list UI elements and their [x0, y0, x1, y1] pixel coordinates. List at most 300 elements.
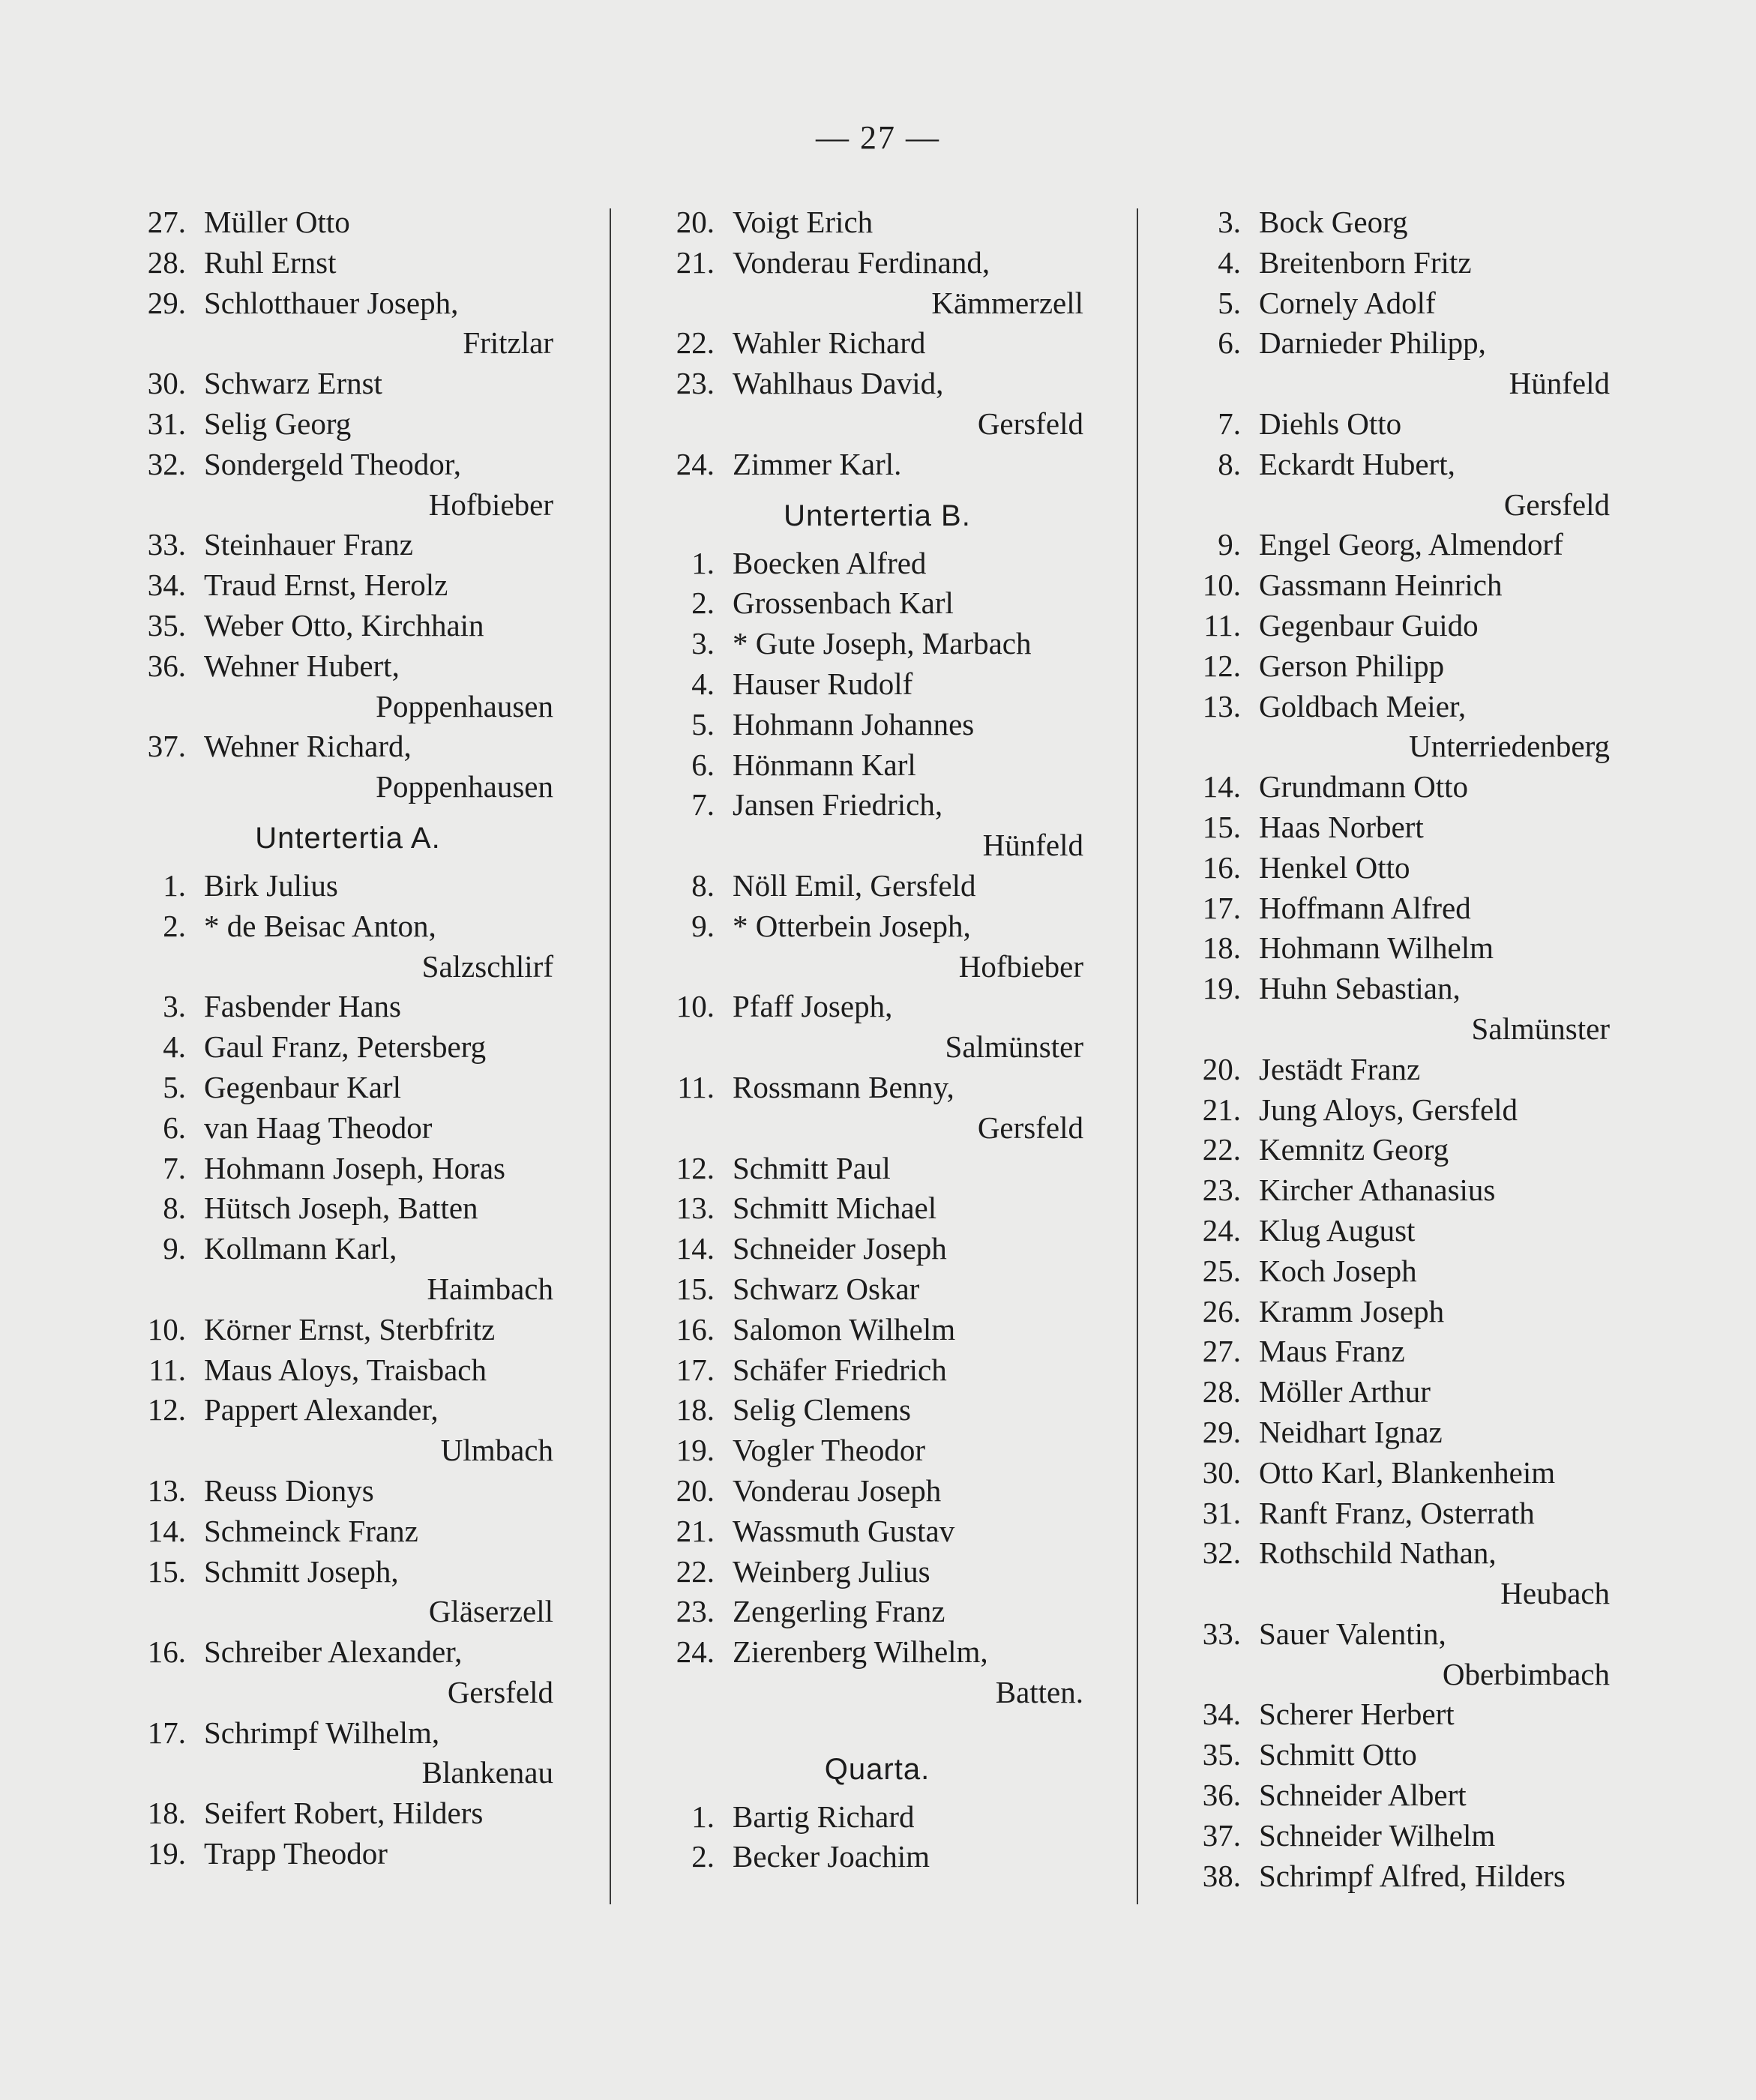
entry-number: 4. — [1218, 244, 1241, 280]
entry-name: Steinhauer Franz — [204, 527, 413, 562]
column-divider — [610, 208, 611, 1904]
entry-name: Scherer Herbert — [1259, 1697, 1455, 1732]
student-entry — [142, 1793, 553, 1834]
entry-number: 9. — [163, 1231, 186, 1266]
student-entry — [671, 364, 1083, 404]
column-1 — [142, 202, 553, 1874]
entry-name: Schneider Albert — [1259, 1778, 1467, 1813]
student-entry — [142, 906, 553, 947]
entry-number: 38. — [1202, 1858, 1241, 1893]
student-entry — [671, 705, 1083, 745]
student-entry — [1197, 1614, 1610, 1655]
entry-number: 30. — [1202, 1454, 1241, 1490]
entry-place-continuation: Gersfeld — [977, 406, 1083, 441]
entry-name: Zimmer Karl. — [733, 446, 902, 481]
entry-number: 20. — [676, 205, 715, 239]
entry-name: Wassmuth Gustav — [733, 1513, 955, 1548]
student-entry — [671, 1269, 1083, 1310]
section-heading: Untertertia A. — [255, 821, 441, 855]
entry-number: 17. — [676, 1352, 715, 1387]
student-entry — [1197, 1453, 1610, 1493]
entry-number: 30. — [147, 366, 186, 401]
entry-place-continuation: Hünfeld — [1509, 366, 1610, 401]
entry-number: 35. — [1202, 1737, 1241, 1772]
entry-number: 37. — [1202, 1817, 1241, 1853]
student-entry — [1197, 1292, 1610, 1332]
student-entry — [1197, 807, 1610, 848]
student-entry — [142, 1511, 553, 1552]
entry-number: 21. — [676, 1513, 715, 1548]
entry-name: * Otterbein Joseph, — [733, 908, 971, 943]
student-entry — [671, 1471, 1083, 1511]
entry-number: 10. — [1202, 568, 1241, 603]
entry-place-continuation: Batten. — [995, 1674, 1083, 1709]
entry-number: 27. — [147, 205, 186, 239]
entry-name: Gaul Franz, Petersberg — [204, 1029, 487, 1065]
entry-number: 3. — [163, 989, 186, 1024]
student-entry — [671, 1390, 1083, 1430]
entry-name: Selig Clemens — [733, 1392, 912, 1427]
student-entry — [142, 1027, 553, 1068]
entry-number: 16. — [147, 1634, 186, 1670]
entry-name: Wehner Hubert, — [204, 648, 400, 683]
student-entry — [671, 1350, 1083, 1391]
student-entry — [671, 1310, 1083, 1350]
entry-name: Kemnitz Georg — [1259, 1132, 1449, 1167]
entry-place-continuation: Heubach — [1500, 1576, 1610, 1611]
student-entry — [142, 1713, 553, 1754]
entry-number: 20. — [676, 1472, 715, 1508]
entry-name: Kollmann Karl, — [204, 1231, 397, 1266]
student-entry — [142, 243, 553, 283]
student-entry — [142, 1149, 553, 1189]
entry-number: 25. — [1202, 1253, 1241, 1288]
entry-number: 31. — [147, 406, 186, 441]
entry-name: Voigt Erich — [733, 205, 874, 239]
entry-number: 36. — [1202, 1778, 1241, 1813]
entry-number: 15. — [676, 1271, 715, 1306]
entry-name: * Gute Joseph, Marbach — [733, 626, 1032, 661]
entry-name: Hoffmann Alfred — [1259, 890, 1471, 925]
entry-name: Gegenbaur Karl — [204, 1069, 401, 1104]
entry-name: Diehls Otto — [1259, 406, 1402, 441]
column-divider — [1137, 208, 1138, 1904]
student-entry — [142, 1350, 553, 1391]
entry-number: 15. — [147, 1553, 186, 1589]
student-entry — [142, 1471, 553, 1511]
student-entry — [671, 544, 1083, 584]
student-entry — [142, 445, 553, 485]
entry-number: 8. — [163, 1191, 186, 1226]
entry-name: Schmitt Joseph, — [204, 1553, 399, 1589]
entry-name: Gegenbaur Guido — [1259, 607, 1479, 643]
entry-name: Jung Aloys, Gersfeld — [1259, 1092, 1518, 1127]
student-entry — [671, 1632, 1083, 1673]
entry-name: Bock Georg — [1259, 205, 1408, 239]
entry-number: 14. — [147, 1513, 186, 1548]
entry-name: Hohmann Johannes — [733, 706, 975, 741]
entry-name: Salomon Wilhelm — [733, 1311, 956, 1347]
entry-name: Birk Julius — [204, 867, 338, 903]
entry-name: Vogler Theodor — [733, 1433, 925, 1468]
student-entry — [142, 726, 553, 767]
entry-name: Körner Ernst, Sterbfritz — [204, 1311, 496, 1347]
entry-place-continuation: Unterriedenberg — [1409, 729, 1610, 764]
entry-name: Schlotthauer Joseph, — [204, 285, 459, 320]
student-entry — [1197, 1332, 1610, 1372]
entry-number: 1. — [163, 867, 186, 903]
entry-number: 6. — [691, 747, 715, 782]
student-entry — [142, 1552, 553, 1592]
student-entry — [1197, 323, 1610, 364]
entry-place-continuation: Poppenhausen — [376, 688, 553, 723]
entry-name: Ranft Franz, Osterrath — [1259, 1495, 1535, 1530]
section-heading: Untertertia B. — [784, 499, 971, 532]
entry-number: 12. — [676, 1150, 715, 1185]
student-entry — [671, 1430, 1083, 1471]
entry-number: 1. — [691, 545, 715, 580]
student-entry — [142, 1229, 553, 1269]
entry-name: Trapp Theodor — [204, 1836, 388, 1871]
student-entry — [142, 202, 553, 243]
entry-name: Hohmann Joseph, Horas — [204, 1150, 505, 1185]
entry-number: 26. — [1202, 1293, 1241, 1329]
entry-name: Kramm Joseph — [1259, 1293, 1445, 1329]
entry-number: 5. — [1218, 285, 1241, 320]
entry-number: 2. — [691, 1839, 715, 1874]
student-entry — [1197, 1372, 1610, 1412]
entry-place-continuation: Salzschlirf — [421, 948, 553, 984]
student-entry — [1197, 1775, 1610, 1816]
entry-number: 10. — [676, 989, 715, 1024]
column-3 — [1197, 202, 1610, 1896]
entry-name: Sondergeld Theodor, — [204, 446, 462, 481]
entry-name: * de Beisac Anton, — [204, 908, 436, 943]
entry-place-continuation: Blankenau — [421, 1755, 553, 1790]
entry-number: 4. — [163, 1029, 186, 1065]
entry-number: 36. — [147, 648, 186, 683]
student-entry — [671, 866, 1083, 906]
entry-number: 6. — [1218, 325, 1241, 361]
student-entry — [671, 445, 1083, 485]
student-entry — [1197, 1533, 1610, 1574]
student-entry — [671, 624, 1083, 664]
entry-number: 9. — [691, 908, 715, 943]
entry-number: 31. — [1202, 1495, 1241, 1530]
student-entry — [671, 1511, 1083, 1552]
student-entry — [671, 1188, 1083, 1229]
student-entry — [1197, 848, 1610, 888]
entry-name: Hütsch Joseph, Batten — [204, 1191, 478, 1226]
entry-name: Grundmann Otto — [1259, 769, 1468, 804]
student-entry — [671, 323, 1083, 364]
entry-name: Engel Georg, Almendorf — [1259, 527, 1563, 562]
entry-place-continuation: Hofbieber — [428, 487, 553, 522]
entry-number: 5. — [691, 706, 715, 741]
student-entry — [1197, 565, 1610, 606]
student-entry — [142, 866, 553, 906]
entry-number: 27. — [1202, 1334, 1241, 1369]
entry-name: Wahlhaus David, — [733, 366, 944, 401]
student-entry — [1197, 1251, 1610, 1292]
student-entry — [1197, 404, 1610, 445]
student-entry — [671, 785, 1083, 825]
student-entry — [1197, 1170, 1610, 1211]
entry-name: Grossenbach Karl — [733, 586, 954, 621]
entry-number: 16. — [676, 1311, 715, 1347]
entry-name: Schreiber Alexander, — [204, 1634, 463, 1670]
entry-name: Schneider Joseph — [733, 1231, 947, 1266]
student-entry — [1197, 1694, 1610, 1735]
entry-number: 32. — [1202, 1535, 1241, 1571]
entry-number: 21. — [1202, 1092, 1241, 1127]
student-entry — [1197, 202, 1610, 243]
student-entry — [142, 565, 553, 606]
entry-name: Hohmann Wilhelm — [1259, 930, 1494, 966]
entry-name: Schmitt Paul — [733, 1150, 891, 1185]
entry-name: Maus Franz — [1259, 1334, 1405, 1369]
entry-name: Jestädt Franz — [1259, 1051, 1421, 1086]
student-entry — [1197, 1090, 1610, 1131]
entry-place-continuation: Poppenhausen — [376, 769, 553, 804]
entry-place-continuation: Fritzlar — [463, 325, 553, 361]
entry-name: Haas Norbert — [1259, 809, 1424, 844]
entry-name: Hönmann Karl — [733, 747, 916, 782]
entry-name: Kircher Athanasius — [1259, 1173, 1496, 1208]
entry-name: Schrimpf Wilhelm, — [204, 1715, 440, 1750]
student-entry — [671, 1229, 1083, 1269]
student-entry — [142, 1068, 553, 1108]
entry-number: 21. — [676, 244, 715, 280]
entry-name: Möller Arthur — [1259, 1374, 1431, 1409]
entry-number: 23. — [676, 366, 715, 401]
entry-number: 1. — [691, 1799, 715, 1834]
student-entry — [671, 583, 1083, 624]
entry-place-continuation: Hofbieber — [958, 948, 1083, 984]
entry-number: 34. — [147, 568, 186, 603]
entry-name: Wehner Richard, — [204, 729, 412, 764]
entry-name: Klug August — [1259, 1212, 1416, 1248]
entry-number: 22. — [1202, 1132, 1241, 1167]
student-entry — [1197, 1211, 1610, 1251]
entry-number: 14. — [676, 1231, 715, 1266]
student-entry — [671, 664, 1083, 705]
entry-name: Bartig Richard — [733, 1799, 915, 1834]
entry-place-continuation: Oberbimbach — [1442, 1656, 1610, 1691]
entry-name: Breitenborn Fritz — [1259, 244, 1472, 280]
student-entry — [671, 1068, 1083, 1108]
entry-number: 23. — [1202, 1173, 1241, 1208]
entry-number: 9. — [1218, 527, 1241, 562]
entry-number: 20. — [1202, 1051, 1241, 1086]
entry-number: 22. — [676, 325, 715, 361]
entry-number: 7. — [691, 787, 715, 822]
entry-number: 18. — [676, 1392, 715, 1427]
entry-name: van Haag Theodor — [204, 1110, 433, 1145]
entry-name: Schrimpf Alfred, Hilders — [1259, 1858, 1566, 1893]
entry-number: 34. — [1202, 1697, 1241, 1732]
entry-number: 19. — [1202, 971, 1241, 1006]
entry-number: 14. — [1202, 769, 1241, 804]
entry-name: Müller Otto — [204, 205, 350, 239]
entry-number: 7. — [1218, 406, 1241, 441]
entry-name: Schwarz Ernst — [204, 366, 382, 401]
entry-name: Sauer Valentin, — [1259, 1616, 1446, 1651]
entry-number: 19. — [676, 1433, 715, 1468]
entry-name: Henkel Otto — [1259, 849, 1410, 885]
entry-place-continuation: Salmünster — [1471, 1011, 1610, 1046]
entry-name: Zengerling Franz — [733, 1594, 945, 1629]
entry-name: Rothschild Nathan, — [1259, 1535, 1497, 1571]
student-entry — [1197, 283, 1610, 324]
column-2 — [671, 202, 1083, 1877]
entry-name: Selig Georg — [204, 406, 352, 441]
entry-number: 15. — [1202, 809, 1241, 844]
student-entry — [671, 1552, 1083, 1592]
entry-number: 13. — [147, 1472, 186, 1508]
entry-number: 19. — [147, 1836, 186, 1871]
entry-number: 18. — [1202, 930, 1241, 966]
entry-name: Vonderau Ferdinand, — [733, 244, 990, 280]
student-entry — [142, 606, 553, 646]
entry-number: 10. — [147, 1311, 186, 1347]
entry-name: Jansen Friedrich, — [733, 787, 943, 822]
entry-name: Schwarz Oskar — [733, 1271, 920, 1306]
entry-number: 32. — [147, 446, 186, 481]
student-entry — [1197, 767, 1610, 807]
entry-place-continuation: Gersfeld — [1503, 487, 1610, 522]
student-entry — [142, 1834, 553, 1874]
student-entry — [1197, 969, 1610, 1009]
entry-name: Weinberg Julius — [733, 1553, 930, 1589]
entry-name: Vonderau Joseph — [733, 1472, 942, 1508]
entry-name: Eckardt Hubert, — [1259, 446, 1455, 481]
student-entry — [142, 1390, 553, 1430]
entry-number: 24. — [1202, 1212, 1241, 1248]
entry-number: 12. — [1202, 648, 1241, 683]
student-entry — [1197, 1856, 1610, 1897]
student-entry — [142, 987, 553, 1027]
student-entry — [1197, 888, 1610, 929]
entry-name: Rossmann Benny, — [733, 1069, 954, 1104]
entry-number: 11. — [677, 1069, 715, 1104]
entry-name: Cornely Adolf — [1259, 285, 1436, 320]
entry-name: Gerson Philipp — [1259, 648, 1445, 683]
entry-name: Otto Karl, Blankenheim — [1259, 1454, 1556, 1490]
entry-name: Zierenberg Wilhelm, — [733, 1634, 988, 1670]
student-entry — [1197, 1816, 1610, 1856]
student-entry — [671, 906, 1083, 947]
entry-number: 18. — [147, 1796, 186, 1831]
entry-place-continuation: Gläserzell — [428, 1594, 553, 1629]
entry-name: Fasbender Hans — [204, 989, 402, 1024]
entry-name: Gassmann Heinrich — [1259, 568, 1503, 603]
entry-number: 29. — [147, 285, 186, 320]
entry-number: 35. — [147, 607, 186, 643]
entry-place-continuation: Ulmbach — [440, 1433, 553, 1468]
entry-name: Traud Ernst, Herolz — [204, 568, 448, 603]
entry-number: 13. — [1202, 688, 1241, 723]
entry-number: 8. — [1218, 446, 1241, 481]
entry-name: Koch Joseph — [1259, 1253, 1417, 1288]
entry-name: Darnieder Philipp, — [1259, 325, 1486, 361]
student-entry — [142, 1108, 553, 1149]
entry-number: 17. — [147, 1715, 186, 1750]
entry-number: 12. — [147, 1392, 186, 1427]
entry-place-continuation: Salmünster — [945, 1029, 1083, 1065]
student-entry — [1197, 1735, 1610, 1775]
entry-name: Reuss Dionys — [204, 1472, 374, 1508]
entry-place-continuation: Gersfeld — [977, 1110, 1083, 1145]
student-entry — [1197, 525, 1610, 565]
student-entry — [142, 525, 553, 565]
entry-number: 5. — [163, 1069, 186, 1104]
entry-number: 24. — [676, 446, 715, 481]
entry-name: Seifert Robert, Hilders — [204, 1796, 484, 1831]
student-entry — [142, 404, 553, 445]
entry-name: Schmitt Michael — [733, 1191, 937, 1226]
student-entry — [1197, 243, 1610, 283]
entry-number: 23. — [676, 1594, 715, 1629]
entry-number: 28. — [1202, 1374, 1241, 1409]
entry-name: Hauser Rudolf — [733, 666, 913, 701]
student-entry — [1197, 445, 1610, 485]
entry-name: Pfaff Joseph, — [733, 989, 893, 1024]
entry-number: 2. — [691, 586, 715, 621]
student-entry — [671, 1592, 1083, 1632]
entry-number: 8. — [691, 867, 715, 903]
entry-name: Becker Joachim — [733, 1839, 930, 1874]
student-entry — [142, 364, 553, 404]
entry-number: 6. — [163, 1110, 186, 1145]
student-entry — [1197, 606, 1610, 646]
entry-number: 28. — [147, 244, 186, 280]
entry-name: Schäfer Friedrich — [733, 1352, 947, 1387]
entry-name: Weber Otto, Kirchhain — [204, 607, 484, 643]
entry-name: Ruhl Ernst — [204, 244, 337, 280]
entry-number: 7. — [163, 1150, 186, 1185]
student-entry — [142, 646, 553, 687]
entry-number: 11. — [1203, 607, 1241, 643]
entry-number: 2. — [163, 908, 186, 943]
entry-number: 11. — [148, 1352, 186, 1387]
entry-number: 33. — [1202, 1616, 1241, 1651]
entry-number: 3. — [1218, 205, 1241, 239]
entry-number: 22. — [676, 1553, 715, 1589]
student-entry — [1197, 1493, 1610, 1534]
student-entry — [142, 1310, 553, 1350]
entry-number: 13. — [676, 1191, 715, 1226]
entry-place-continuation: Hünfeld — [982, 828, 1083, 863]
student-entry — [671, 243, 1083, 283]
student-entry — [1197, 928, 1610, 969]
page-number: — 27 — — [816, 119, 940, 156]
entry-number: 4. — [691, 666, 715, 701]
entry-name: Huhn Sebastian, — [1259, 971, 1461, 1006]
entry-place-continuation: Gersfeld — [447, 1674, 553, 1709]
entry-name: Schmitt Otto — [1259, 1737, 1417, 1772]
student-entry — [671, 1797, 1083, 1838]
student-entry — [1197, 1412, 1610, 1453]
student-entry — [1197, 1130, 1610, 1170]
student-entry — [1197, 646, 1610, 687]
student-entry — [1197, 1050, 1610, 1090]
student-entry — [671, 1149, 1083, 1189]
entry-name: Maus Aloys, Traisbach — [204, 1352, 487, 1387]
entry-place-continuation: Kämmerzell — [931, 285, 1083, 320]
entry-name: Boecken Alfred — [733, 545, 927, 580]
student-entry — [142, 1632, 553, 1673]
